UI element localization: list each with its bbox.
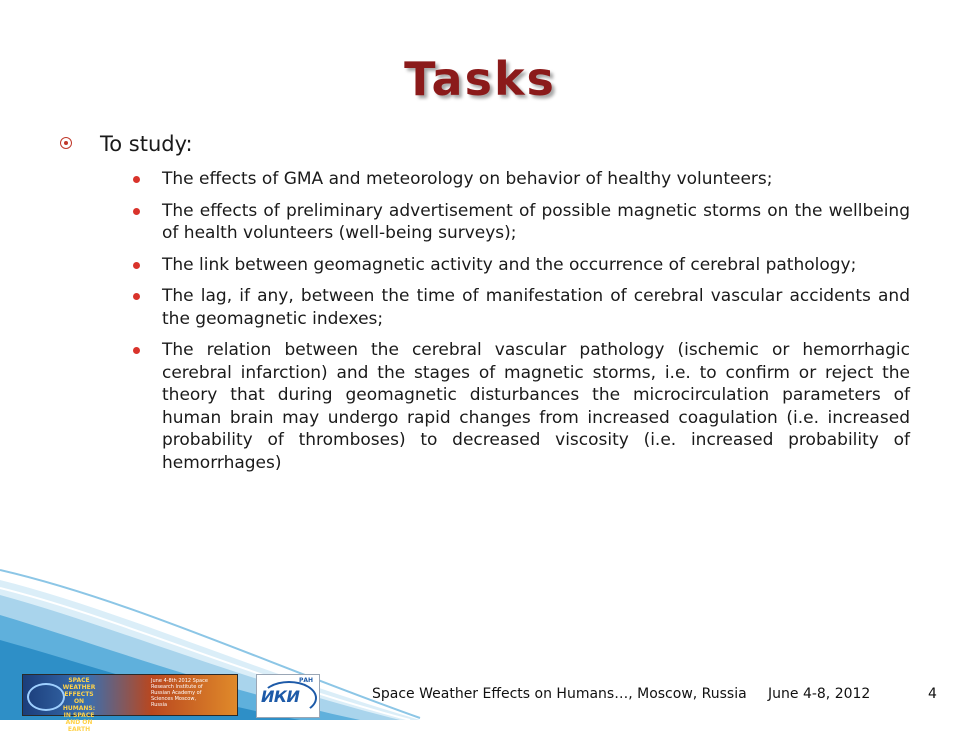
institute-logo-text: ИКИ	[261, 687, 300, 706]
task-item: The lag, if any, between the time of manifestation of cerebral vascular accidents and the geomagnetic indexes;	[162, 286, 910, 329]
footer-date: June 4-8, 2012	[768, 686, 871, 702]
circle-bullet-icon	[60, 137, 72, 149]
task-item: The effects of GMA and meteorology on behavior of healthy volunteers;	[162, 168, 910, 191]
institute-logo-sub: РАН	[299, 677, 314, 684]
conference-logo-space: SPACE WEATHER EFFECTS ON HUMANS: IN SPACE AND ON EARTH	[62, 677, 96, 733]
footer-conference: Space Weather Effects on Humans…, Moscow, Russia	[372, 686, 747, 702]
lead-text: To study:	[100, 132, 193, 156]
institute-logo	[256, 674, 320, 718]
slide-title: Tasks	[404, 52, 556, 106]
task-item: The link between geomagnetic activity and the occurrence of cerebral pathology;	[162, 254, 910, 277]
task-item: The effects of preliminary advertisement of possible magnetic storms on the wellbeing of health volunteers (well-being surveys);	[162, 200, 910, 243]
task-list	[162, 168, 910, 483]
task-item: The relation between the cerebral vascular pathology (ischemic or hemorrhagic cerebral infarction) and the stages of magnetic storms, i.e. to confirm or reject the theory that during geomagnetic disturbances the microcirculation parameters of human brain may undergo rapid changes from increased coagulation (i.e. increased probability of thromboses) to decreased viscosity (i.e. increased probability of hemorrhages)	[162, 340, 910, 473]
page-number: 4	[928, 686, 937, 702]
conference-logo-info: June 4-8th 2012 Space Research Institute of Russian Academy of Sciences Moscow, Russia	[151, 678, 208, 708]
conference-logo	[22, 674, 238, 733]
